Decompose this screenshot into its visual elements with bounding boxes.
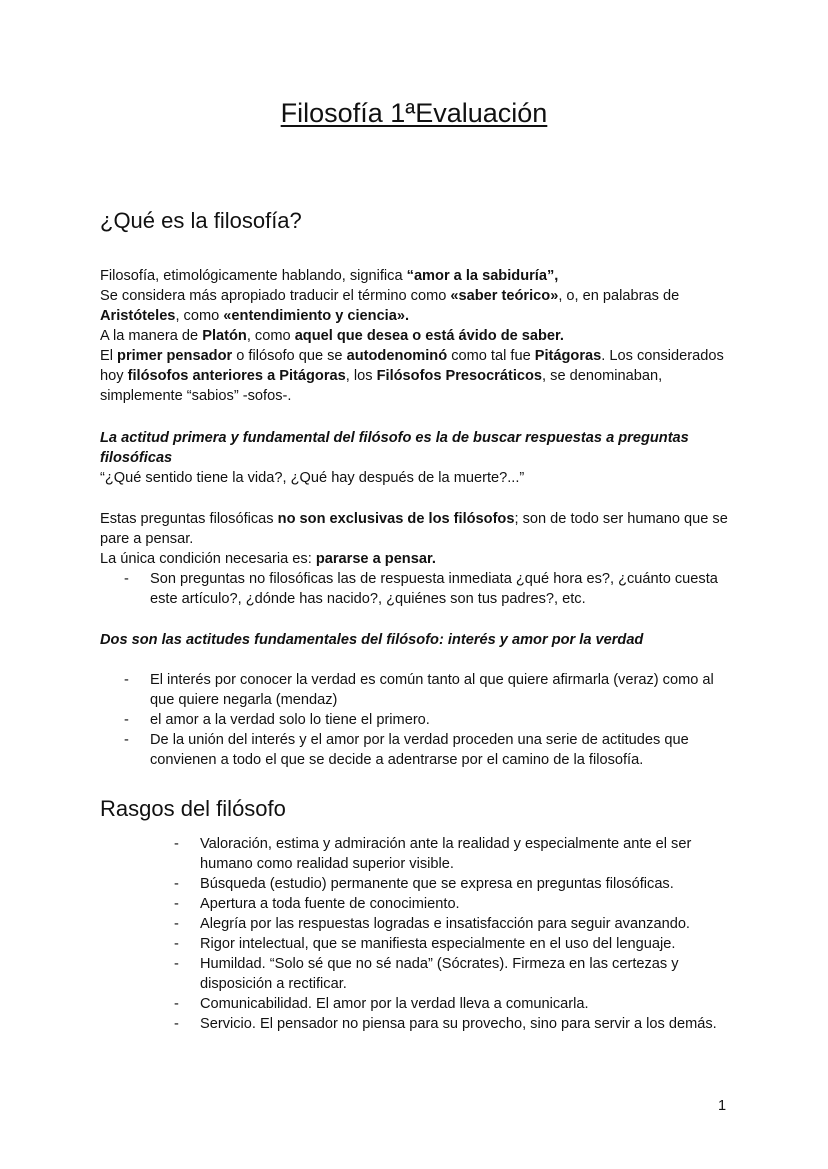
paragraph-no-exclusivas: Estas preguntas filosóficas no son exclusivas de los filósofos; son de todo ser humano que se pare a pensar. <box>100 511 728 547</box>
paragraph-etymology: Filosofía, etimológicamente hablando, significa “amor a la sabiduría”, <box>100 268 559 284</box>
subheading-dos-actitudes: Dos son las actitudes fundamentales del filósofo: interés y amor por la verdad <box>100 632 644 648</box>
list-item: - el amor a la verdad solo lo tiene el primero. <box>150 710 740 730</box>
list-item: - Servicio. El pensador no piensa para su provecho, sino para servir a los demás. <box>200 1014 740 1034</box>
list-item: - Apertura a toda fuente de conocimiento. <box>200 894 740 914</box>
list-actitudes <box>150 670 740 770</box>
paragraph-platon: A la manera de Platón, como aquel que desea o está ávido de saber. <box>100 328 564 344</box>
paragraph-saber-teorico: Se considera más apropiado traducir el término como «saber teórico», o, en palabras de Aristóteles, como «entendimiento y ciencia». <box>100 288 680 324</box>
section-heading-rasgos: Rasgos del filósofo <box>100 796 286 821</box>
list-preguntas-no-filosoficas <box>150 569 740 609</box>
paragraph-condicion: La única condición necesaria es: pararse a pensar. <box>100 551 436 567</box>
list-item: - Rigor intelectual, que se manifiesta especialmente en el uso del lenguaje. <box>200 934 740 954</box>
page-number: 1 <box>718 1098 727 1114</box>
list-item: - El interés por conocer la verdad es común tanto al que quiere afirmarla (veraz) como al que quiere negarla (mendaz) <box>150 670 740 710</box>
document-title: Filosofía 1ªEvaluación <box>280 98 548 128</box>
list-item: - De la unión del interés y el amor por la verdad proceden una serie de actitudes que convienen a todo el que se decide a adentrarse por el camino de la filosofía. <box>150 730 740 770</box>
list-item: - Alegría por las respuestas logradas e insatisfacción para seguir avanzando. <box>200 914 740 934</box>
subheading-actitud-primera: La actitud primera y fundamental del filósofo es la de buscar respuestas a preguntas filosóficas <box>100 430 689 466</box>
list-item: - Comunicabilidad. El amor por la verdad lleva a comunicarla. <box>200 994 740 1014</box>
list-rasgos-filosofo <box>200 834 740 1034</box>
section-heading-que-es-filosofia: ¿Qué es la filosofía? <box>100 208 302 233</box>
list-item: - Valoración, estima y admiración ante la realidad y especialmente ante el ser humano como realidad superior visible. <box>200 834 740 874</box>
paragraph-pitagoras: El primer pensador o filósofo que se autodenominó como tal fue Pitágoras. Los considerados hoy filósofos anteriores a Pitágoras, los Filósofos Presocráticos, se denominaban, simplemente “sabios” -sofos-. <box>100 348 724 404</box>
list-item: - Son preguntas no filosóficas las de respuesta inmediata ¿qué hora es?, ¿cuánto cuesta este artículo?, ¿dónde has nacido?, ¿quiénes son tus padres?, etc. <box>150 569 740 609</box>
list-item: - Búsqueda (estudio) permanente que se expresa en preguntas filosóficas. <box>200 874 740 894</box>
paragraph-questions: “¿Qué sentido tiene la vida?, ¿Qué hay después de la muerte?...” <box>100 470 525 486</box>
list-item: - Humildad. “Solo sé que no sé nada” (Sócrates). Firmeza en las certezas y disposición a rectificar. <box>200 954 740 994</box>
